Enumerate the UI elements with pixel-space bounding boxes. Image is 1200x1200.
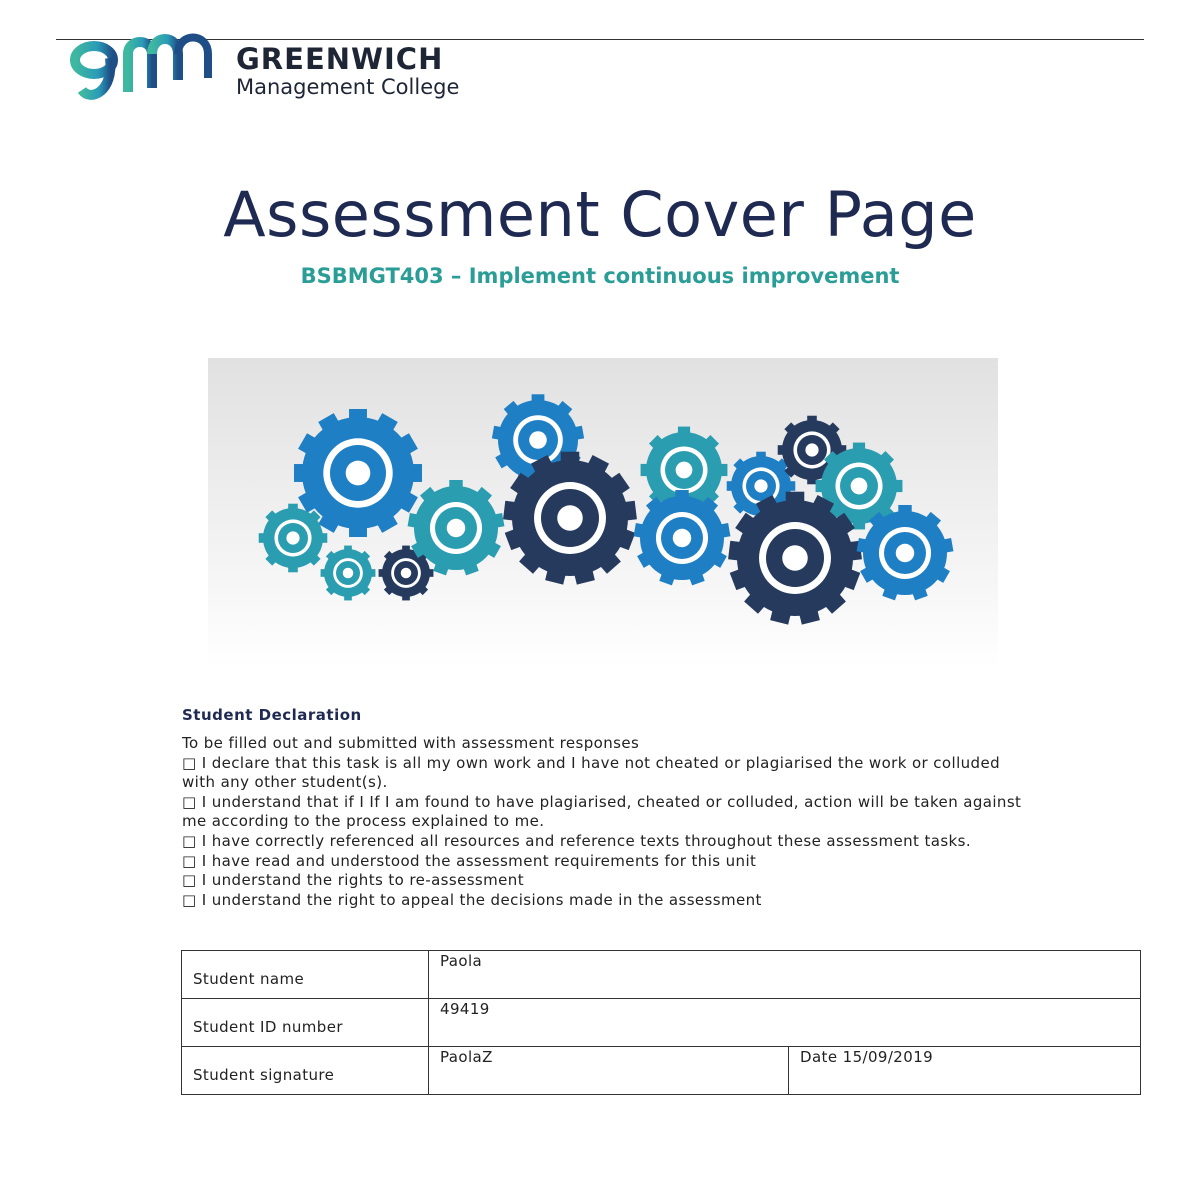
student-name-field[interactable]: Paola	[429, 951, 1141, 999]
student-info-table	[181, 950, 1141, 1095]
declaration-item: □ I understand the right to appeal the decisions made in the assessment	[182, 890, 762, 909]
student-name-label: Student name	[182, 951, 429, 999]
declaration-item: □ I have read and understood the assessment requirements for this unit	[182, 851, 757, 870]
declaration-item: □ I have correctly referenced all resources and reference texts throughout these assessment tasks.	[182, 831, 972, 850]
table-row	[182, 951, 1141, 999]
gear-icon	[634, 490, 731, 585]
gm-logo-icon	[70, 30, 220, 102]
college-name: GREENWICH	[236, 42, 444, 76]
student-signature-field[interactable]: PaolaZ	[429, 1047, 789, 1095]
gears-illustration	[208, 358, 998, 668]
table-row	[182, 999, 1141, 1047]
date-field[interactable]: Date 15/09/2019	[789, 1047, 1141, 1095]
college-subtitle: Management College	[236, 75, 460, 99]
page-title: Assessment Cover Page	[223, 178, 977, 251]
declaration-item: □ I understand the rights to re-assessment	[182, 871, 524, 890]
declaration-item: □ I understand that if I If I am found to have plagiarised, cheated or colluded, action will be taken against me according to the process explained to me.	[182, 792, 1027, 831]
student-id-field[interactable]: 49419	[429, 999, 1141, 1047]
gear-icon	[321, 546, 376, 601]
unit-subtitle: BSBMGT403 – Implement continuous improvement	[300, 264, 900, 288]
declaration-intro: To be filled out and submitted with assessment responses	[182, 734, 640, 752]
table-row	[182, 1047, 1141, 1095]
declaration-text	[182, 734, 1027, 910]
student-signature-label: Student signature	[182, 1047, 429, 1095]
gear-icon	[857, 505, 954, 600]
college-name-block	[236, 44, 459, 100]
student-id-label: Student ID number	[182, 999, 429, 1047]
declaration-heading: Student Declaration	[182, 706, 362, 724]
declaration-item: □ I declare that this task is all my own work and I have not cheated or plagiarised the work or colluded with any other student(s).	[182, 753, 1006, 792]
gear-icon	[259, 504, 328, 573]
gears-icon	[208, 358, 998, 668]
